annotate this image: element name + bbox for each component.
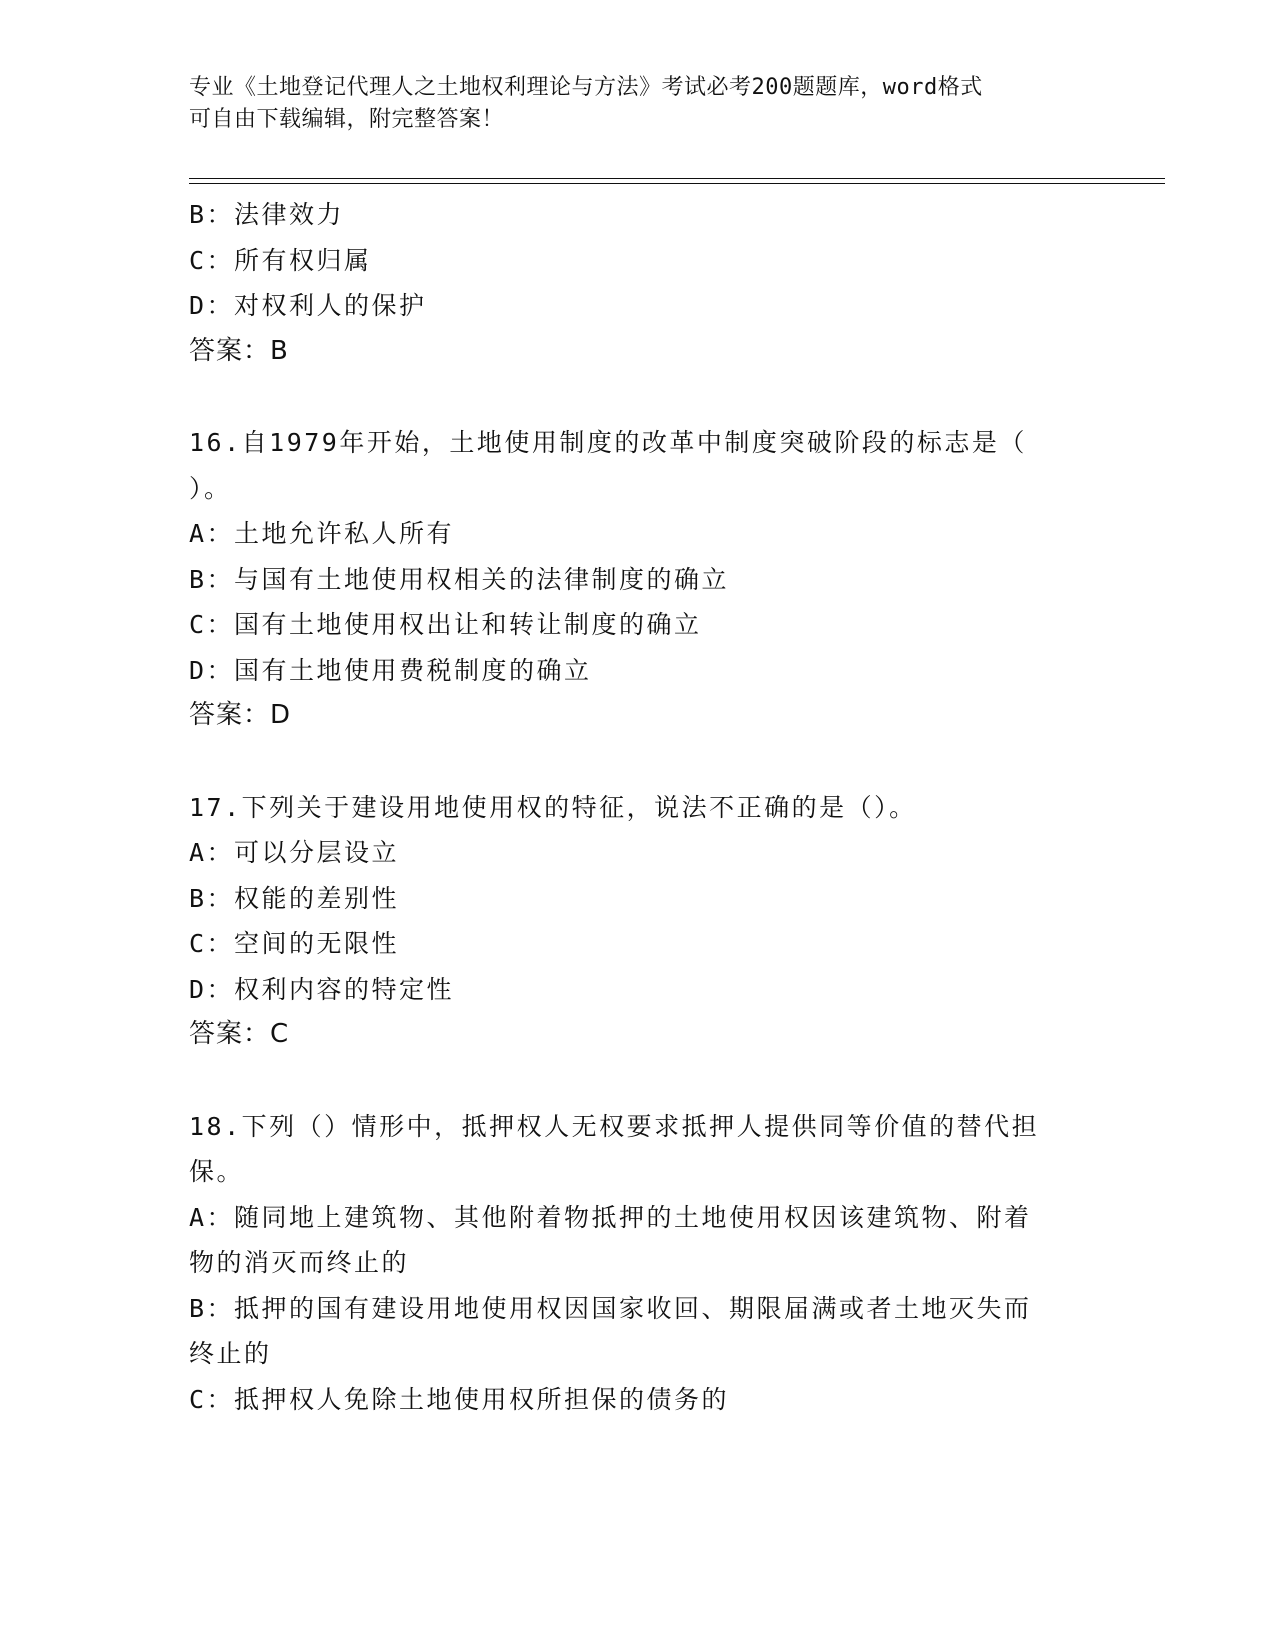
option-c: C：国有土地使用权出让和转让制度的确立 [189,610,702,639]
answer-line: 答案：B [189,335,289,366]
spacer [189,374,1089,420]
option-c: C：抵押权人免除土地使用权所担保的债务的 [189,1384,730,1414]
header-title-line1: 专业《土地登记代理人之土地权利理论与方法》考试必考200题题库，word格式 [189,75,983,100]
option-b-line2: 终止的 [189,1339,272,1368]
header-divider-top [189,178,1165,179]
question-text-line2: 保。 [189,1157,245,1186]
question-text-line2: ）。 [189,473,232,503]
header-title-line2: 可自由下载编辑，附完整答案！ [189,107,505,132]
answer-line: 答案：D [189,700,292,730]
option-c: C：所有权归属 [189,245,372,275]
answer-line: 答案：C [189,1019,290,1049]
question-16 [189,420,1089,739]
option-d: D：权利内容的特定性 [189,974,455,1004]
spacer [189,739,1089,785]
spacer [189,1058,1089,1104]
question-text-line1: 18.下列（）情形中，抵押权人无权要求抵押人提供同等价值的替代担 [189,1111,1040,1141]
question-text-line1: 17.下列关于建设用地使用权的特征，说法不正确的是（）。 [189,792,917,822]
question-17 [189,785,1089,1058]
question-15-tail [189,192,1089,374]
option-a-line1: A：随同地上建筑物、其他附着物抵押的土地使用权因该建筑物、附着 [189,1202,1032,1232]
option-a: A：可以分层设立 [189,838,400,867]
option-a-line2: 物的消灭而终止的 [189,1248,410,1277]
page-header [189,72,1069,136]
question-content [189,192,1089,1422]
option-b: B：权能的差别性 [189,883,400,913]
header-divider-bottom [189,183,1165,184]
option-d: D：对权利人的保护 [189,291,427,320]
option-c: C：空间的无限性 [189,929,400,958]
option-b: B：法律效力 [189,200,345,229]
option-a: A：土地允许私人所有 [189,519,455,548]
question-18 [189,1104,1089,1423]
option-b-line1: B：抵押的国有建设用地使用权因国家收回、期限届满或者土地灭失而 [189,1293,1032,1323]
option-b: B：与国有土地使用权相关的法律制度的确立 [189,564,730,594]
question-text-line1: 16.自1979年开始，土地使用制度的改革中制度突破阶段的标志是（ [189,428,1027,457]
option-d: D：国有土地使用费税制度的确立 [189,655,592,685]
